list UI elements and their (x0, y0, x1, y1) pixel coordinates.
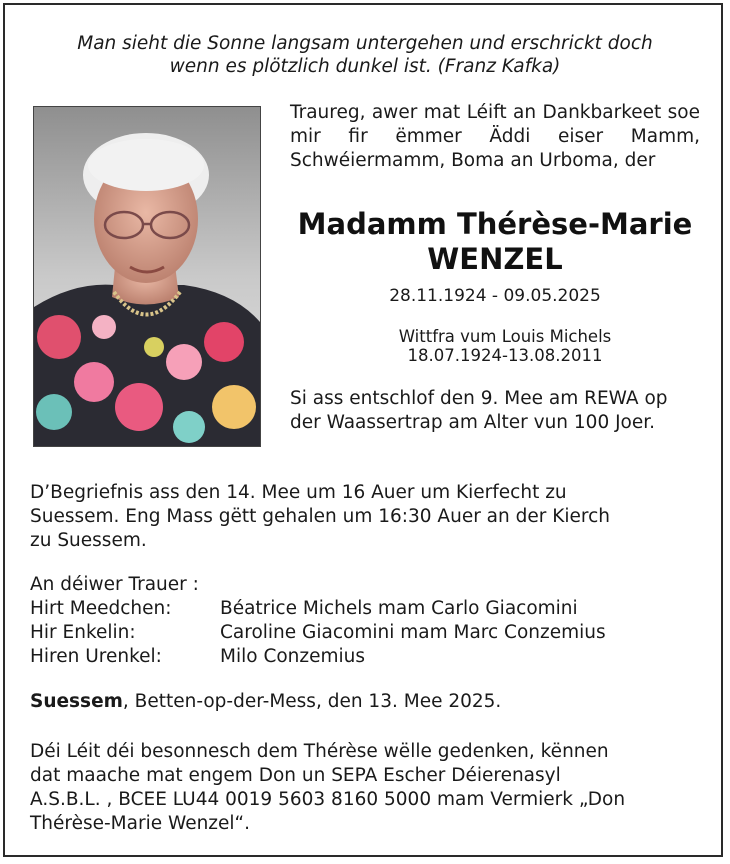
mourner-role: Hirt Meedchen: (30, 598, 172, 619)
mourner-names: Milo Conzemius (220, 646, 366, 667)
funeral-line: zu Suessem. (30, 530, 147, 551)
widow-line: Wittfra vum Louis Michels (398, 327, 612, 346)
mourner-row (30, 597, 710, 621)
mourner-role: Hir Enkelin: (30, 622, 136, 643)
epigraph-quote (20, 32, 710, 78)
quote-line: wenn es plötzlich dunkel ist. (Franz Kafka) (169, 56, 561, 77)
place-date: , Betten-op-der-Mess, den 13. Mee 2025. (122, 691, 502, 712)
donation-line: dat maache mat engem Don un SEPA Escher Déierenasyl (30, 765, 561, 786)
mourners-list (30, 573, 710, 669)
donation-line: A.S.B.L. , BCEE LU44 0019 5603 8160 5000 mam Vermierk „Don (30, 789, 626, 810)
intro-text: Traureg, awer mat Léift an Dankbarkeet soe mir fir ëmmer Äddi eiser Mamm, Schwéiermamm, Boma an Urboma, der (290, 102, 700, 171)
funeral-line: Suessem. Eng Mass gëtt gehalen um 16:30 Auer an der Kierch (30, 506, 610, 527)
mourner-names: Béatrice Michels mam Carlo Giacomini (220, 598, 578, 619)
mourners-heading: An déiwer Trauer : (30, 574, 199, 595)
life-dates: 28.11.1924 - 09.05.2025 (389, 286, 601, 306)
funeral-line: D’Begriefnis ass den 14. Mee um 16 Auer um Kierfecht zu (30, 482, 567, 503)
mourner-row (30, 621, 710, 645)
donation-text (30, 740, 720, 836)
quote-line: Man sieht die Sonne langsam untergehen und erschrickt doch (77, 33, 653, 54)
portrait-photo (33, 106, 261, 447)
place-town: Suessem (30, 691, 123, 712)
widow-dates: 18.07.1924-13.08.2011 (407, 346, 603, 365)
name-line: Madamm Thérèse-Marie (297, 207, 693, 241)
widow-info (300, 327, 710, 365)
surname-line: WENZEL (427, 242, 563, 276)
mourner-role: Hiren Urenkel: (30, 646, 162, 667)
mourner-names: Caroline Giacomini mam Marc Conzemius (220, 622, 606, 643)
donation-line: Thérèse-Marie Wenzel“. (30, 813, 251, 834)
mourner-row (30, 645, 710, 669)
donation-line: Déi Léit déi besonnesch dem Thérèse wëlle gedenken, kënnen (30, 741, 609, 762)
deceased-name (280, 207, 710, 277)
death-text: Si ass entschlof den 9. Mee am REWA op der Waassertrap am Alter vun 100 Joer. (290, 388, 668, 433)
funeral-text (30, 481, 710, 553)
place-date-line (30, 690, 710, 714)
portrait-illustration (34, 107, 260, 446)
